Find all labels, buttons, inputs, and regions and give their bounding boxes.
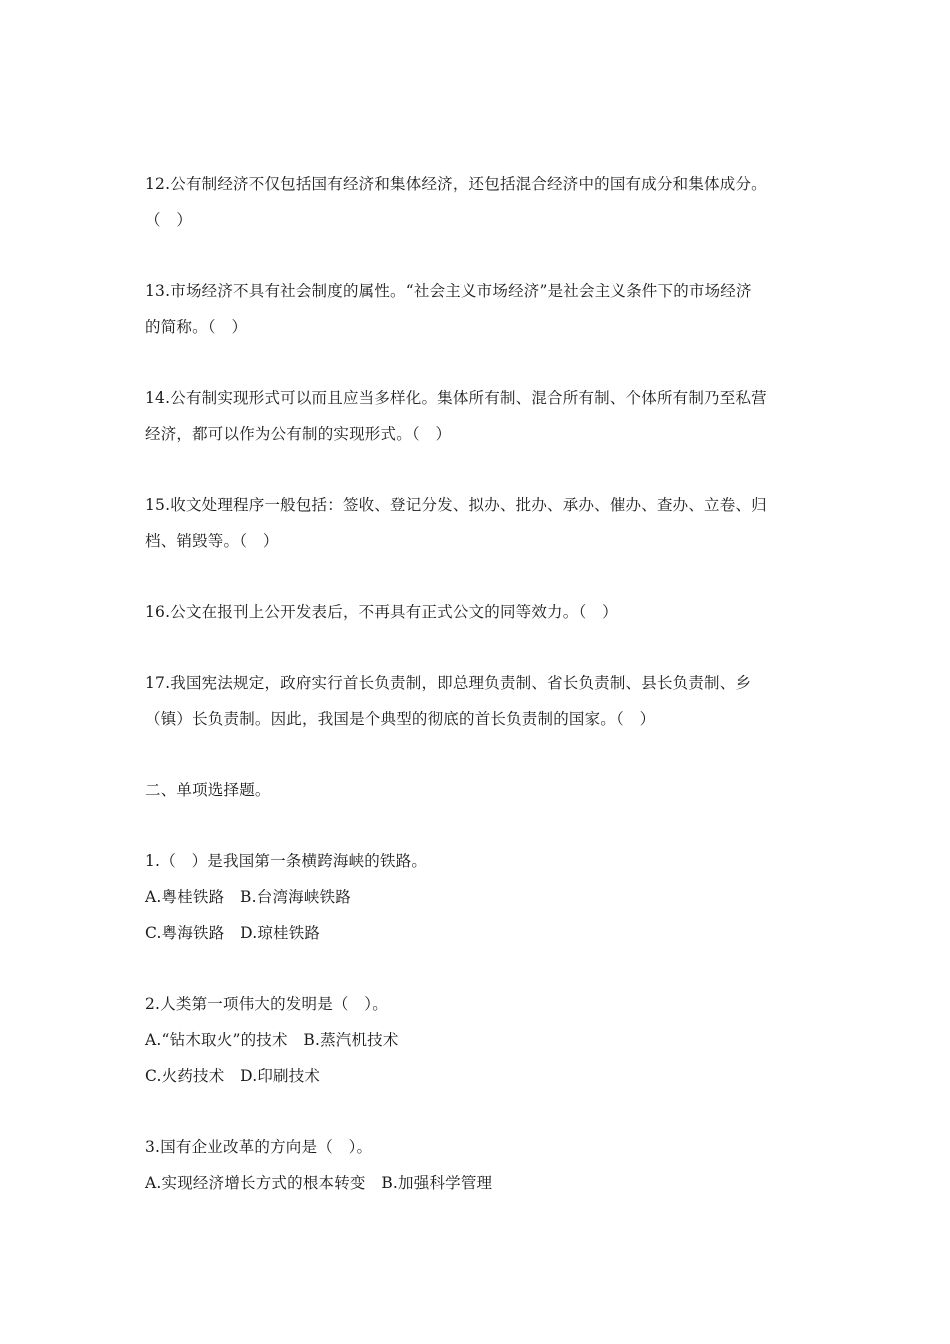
question-text: 2.人类第一项伟大的发明是（ ）。 <box>145 995 388 1013</box>
options-line: A.实现经济增长方式的根本转变 B.加强科学管理 <box>145 1174 493 1192</box>
question-text: 17.我国宪法规定，政府实行首长负责制，即总理负责制、省长负责制、县长负责制、乡 <box>145 674 752 692</box>
options-line: A.粤桂铁路 B.台湾海峡铁路 <box>145 888 351 906</box>
question-text: 1.（ ）是我国第一条横跨海峡的铁路。 <box>145 852 428 870</box>
question-text: 12.公有制经济不仅包括国有经济和集体经济，还包括混合经济中的国有成分和集体成分。 <box>145 175 767 193</box>
choice-question-3 <box>145 1129 810 1201</box>
question-text: 档、销毁等。（ ） <box>145 532 279 550</box>
section-title: 二、单项选择题。 <box>145 781 271 799</box>
question-17 <box>145 665 810 737</box>
question-13 <box>145 273 810 345</box>
question-text: 15.收文处理程序一般包括：签收、登记分发、拟办、批办、承办、催办、查办、立卷、归 <box>145 496 767 514</box>
document-page <box>145 166 810 1236</box>
question-12 <box>145 166 810 238</box>
question-text: 13.市场经济不具有社会制度的属性。“社会主义市场经济”是社会主义条件下的市场经济 <box>145 282 752 300</box>
options-line: A.“钻木取火”的技术 B.蒸汽机技术 <box>145 1031 399 1049</box>
question-text: （镇）长负责制。因此，我国是个典型的彻底的首长负责制的国家。（ ） <box>145 710 656 728</box>
question-14 <box>145 380 810 452</box>
question-15 <box>145 487 810 559</box>
question-text: 16.公文在报刊上公开发表后，不再具有正式公文的同等效力。（ ） <box>145 603 618 621</box>
section-heading <box>145 772 810 808</box>
question-text: 经济，都可以作为公有制的实现形式。（ ） <box>145 425 452 443</box>
question-text: 14.公有制实现形式可以而且应当多样化。集体所有制、混合所有制、个体所有制乃至私营 <box>145 389 767 407</box>
question-16 <box>145 594 810 630</box>
options-line: C.火药技术 D.印刷技术 <box>145 1067 321 1085</box>
choice-question-1 <box>145 843 810 951</box>
options-line: C.粤海铁路 D.琼桂铁路 <box>145 924 321 942</box>
question-text: （ ） <box>145 211 193 229</box>
question-text: 的简称。（ ） <box>145 318 248 336</box>
choice-question-2 <box>145 986 810 1094</box>
question-text: 3.国有企业改革的方向是（ ）。 <box>145 1138 373 1156</box>
